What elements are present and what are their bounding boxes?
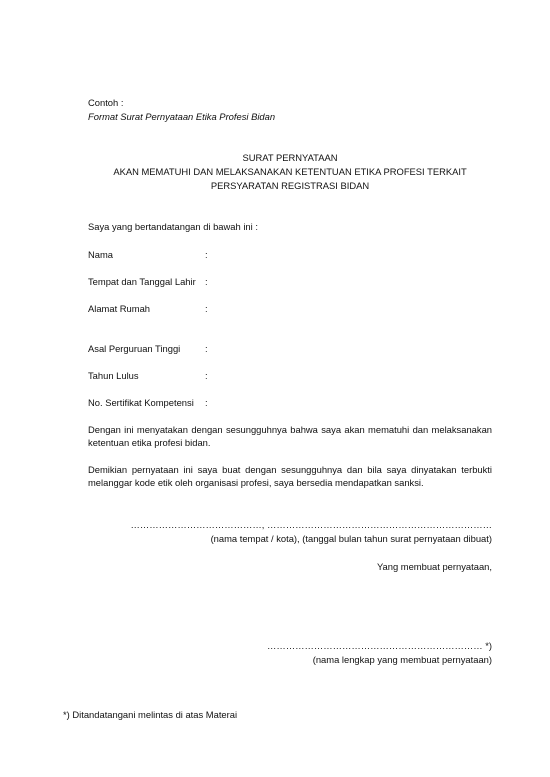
title-line-2: AKAN MEMATUHI DAN MELAKSANAKAN KETENTUAN ETIKA PROFESI TERKAIT	[113, 166, 467, 177]
format-subtitle: Format Surat Pernyataan Etika Profesi Bidan	[88, 111, 276, 122]
field-row-tempat-tanggal-lahir	[88, 276, 492, 290]
field-label: Tempat dan Tanggal Lahir	[88, 276, 196, 287]
signature-heading: Yang membuat pernyataan,	[376, 561, 492, 572]
field-colon: :	[205, 343, 208, 354]
field-colon: :	[205, 249, 208, 260]
statement-paragraph: Dengan ini menyatakan dengan sesungguhnya bahwa saya akan mematuhi dan melaksanakan ketentuan etika profesi bidan.	[88, 424, 492, 448]
field-colon: :	[205, 276, 208, 287]
closing-paragraph: Demikian pernyataan ini saya buat dengan sesungguhnya dan bila saya dinyatakan terbukti melanggar kode etik oleh organisasi profesi, saya bersedia mendapatkan sanksi.	[88, 464, 492, 488]
field-row-tahun-lulus	[88, 370, 492, 384]
field-row-alamat-rumah	[88, 303, 492, 317]
title-line-1: SURAT PERNYATAAN	[242, 152, 338, 163]
field-label: Tahun Lulus	[88, 370, 139, 381]
title-line-3: PERSYARATAN REGISTRASI BIDAN	[210, 180, 370, 191]
field-colon: :	[205, 397, 208, 408]
place-date-dots: ……………………………………, ………………………………………………………………	[130, 519, 492, 530]
field-label: Asal Perguruan Tinggi	[88, 343, 181, 354]
field-row-no-sertifikat-kompetensi	[88, 397, 492, 411]
field-row-nama	[88, 249, 492, 263]
field-label: No. Sertifikat Kompetensi	[88, 397, 194, 408]
opening-statement: Saya yang bertandatangan di bawah ini :	[88, 221, 258, 232]
field-row-asal-perguruan-tinggi	[88, 343, 492, 357]
signature-hint: (nama lengkap yang membuat pernyataan)	[312, 654, 492, 665]
field-label: Alamat Rumah	[88, 303, 151, 314]
example-label: Contoh :	[88, 97, 124, 108]
field-label: Nama	[88, 249, 114, 260]
field-colon: :	[205, 370, 208, 381]
footnote: *) Ditandatangani melintas di atas Materai	[63, 709, 238, 720]
signature-dots: …………………………………………………………… *)	[267, 640, 492, 651]
field-colon: :	[205, 303, 208, 314]
place-date-hint: (nama tempat / kota), (tanggal bulan tahun surat pernyataan dibuat)	[210, 533, 492, 544]
